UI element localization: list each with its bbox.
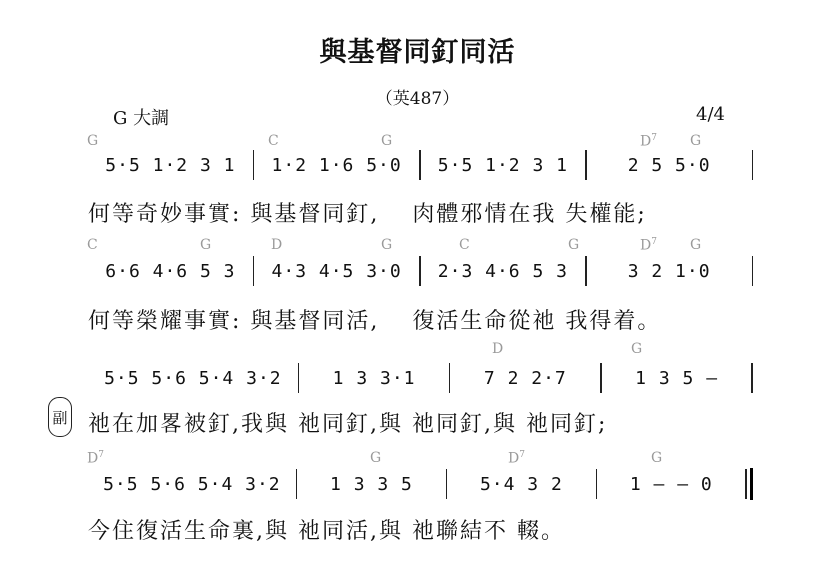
measure: 5·5 5·6 5·4 3·2 (104, 367, 282, 389)
chord-symbol: G (631, 341, 643, 357)
barline (751, 363, 753, 393)
measure: 1 3 3·1 (332, 367, 416, 389)
chord-symbol: G (200, 237, 212, 253)
measure: 4·3 4·5 3·0 (271, 260, 402, 282)
key-signature: G 大調 (113, 108, 170, 129)
measure: 2 5 5·0 (627, 154, 711, 176)
time-signature: 4/4 (696, 104, 725, 125)
measure: 2·3 4·6 5 3 (437, 260, 568, 282)
chord-symbol: G (651, 450, 663, 466)
final-barline (750, 468, 753, 500)
chord-symbol: C (87, 237, 98, 253)
measure: 5·4 3 2 (479, 473, 563, 495)
chord-symbol: G (690, 133, 702, 149)
score-line-2 (88, 256, 753, 286)
lyric-line-3: 祂在加畧被釘,我與 祂同釘,與 祂同釘,與 祂同釘; (88, 412, 608, 437)
measure: 5·5 1·2 3 1 (437, 154, 568, 176)
measure: 7 2 2·7 (483, 367, 567, 389)
chord-symbol: G (381, 237, 393, 253)
chord-symbol: $D^7$ (640, 133, 657, 150)
chord-symbol: G (381, 133, 393, 149)
chord-symbol: $D^7$ (87, 450, 104, 467)
chord-symbol: C (459, 237, 470, 253)
chord-symbol: $D^7$ (508, 450, 525, 467)
lyric-line-2: 何等榮耀事實: 與基督同活, 復活生命從祂 我得着。 (88, 309, 662, 334)
measure: 6·6 4·6 5 3 (105, 260, 236, 282)
chord-symbol: G (690, 237, 702, 253)
score-line-3 (88, 363, 753, 393)
score-line-1 (88, 150, 753, 180)
refrain-marker: 副 (48, 397, 72, 437)
measure: 1 3 3 5 (330, 473, 413, 495)
chord-symbol: G (568, 237, 580, 253)
lyric-line-4: 今住復活生命裏,與 祂同活,與 祂聯結不 輟。 (88, 519, 565, 544)
measure: 1 3 5 – (635, 367, 719, 389)
score-line-4 (88, 469, 753, 499)
chord-symbol: $D^7$ (640, 237, 657, 254)
measure: 1 – – 0 (629, 473, 713, 495)
barline (752, 256, 754, 286)
chord-symbol: C (268, 133, 279, 149)
barline (745, 469, 747, 499)
measure: 1·2 1·6 5·0 (271, 154, 402, 176)
chord-symbol: D (492, 341, 504, 357)
chord-symbol: G (370, 450, 382, 466)
measure: 5·5 5·6 5·4 3·2 (103, 473, 281, 495)
measure: 3 2 1·0 (627, 260, 711, 282)
hymn-title: 與基督同釘同活 (319, 37, 516, 68)
chord-symbol: G (87, 133, 99, 149)
barline (752, 150, 754, 180)
chord-symbol: D (271, 237, 283, 253)
lyric-line-1: 何等奇妙事實: 與基督同釘, 肉體邪情在我 失權能; (88, 202, 647, 227)
measure: 5·5 1·2 3 1 (105, 154, 236, 176)
hymn-number: （英487） (375, 89, 460, 109)
